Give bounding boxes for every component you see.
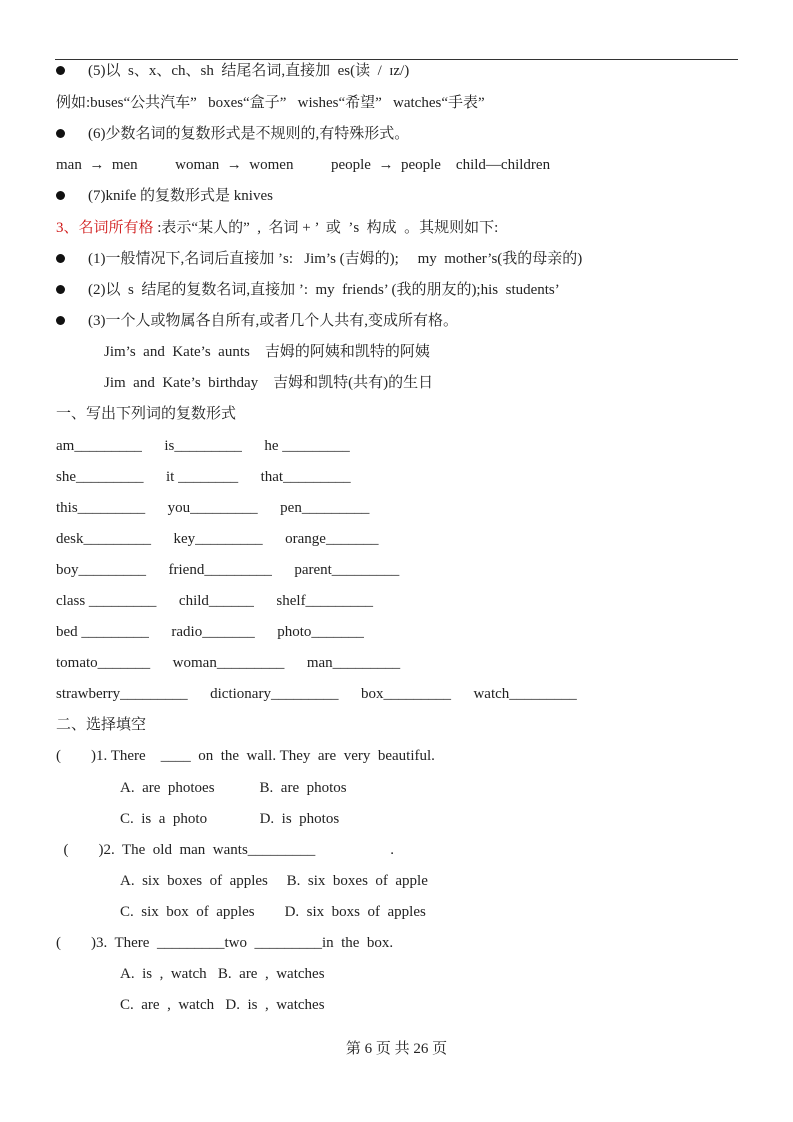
question-1-options: C. is a photo D. is photos xyxy=(120,811,340,827)
rule-5: (5)以 s、x、ch、sh 结尾名词,直接加 es(读 / ɪz/) xyxy=(88,63,410,79)
question-3: ( )3. There _________two _________in the box. xyxy=(56,935,394,951)
bullet-icon xyxy=(56,316,65,325)
rule-6: (6)少数名词的复数形式是不规则的,有特殊形式。 xyxy=(88,126,410,142)
possessive-example-1: Jim’s and Kate’s aunts 吉姆的阿姨和凯特的阿姨 xyxy=(104,344,430,360)
exercise1-row: strawberry_________ dictionary_________ box_________ watch_________ xyxy=(56,686,577,702)
exercise1-row: tomato_______ woman_________ man_________ xyxy=(56,655,401,671)
exercise1-row: this_________ you_________ pen_________ xyxy=(56,500,370,516)
exercise1-row: boy_________ friend_________ parent_________ xyxy=(56,562,400,578)
question-1: ( )1. There ____ on the wall. They are very beautiful. xyxy=(56,748,435,764)
possessive-1: (1)一般情况下,名词后直接加 ’s: Jim’s (吉姆的); my mother’s(我的母亲的) xyxy=(88,251,583,267)
section-3-text: :表示“某人的” , 名词 + ’ 或 ’s 构成 。其规则如下: xyxy=(157,220,499,236)
possessive-2: (2)以 s 结尾的复数名词,直接加 ’: my friends’ (我的朋友的);his students’ xyxy=(88,282,560,298)
exercise1-title: 一、写出下列词的复数形式 xyxy=(56,406,237,422)
question-3-options: A. is , watch B. are , watches xyxy=(120,966,325,982)
possessive-example-2: Jim and Kate’s birthday 吉姆和凯特(共有)的生日 xyxy=(104,375,434,391)
question-2-options: C. six box of apples D. six boxs of apples xyxy=(120,904,426,920)
bullet-icon xyxy=(56,66,65,75)
rule-7: (7)knife 的复数形式是 knives xyxy=(88,188,273,204)
rule-6-examples: man → men woman → women people → people child—children xyxy=(56,157,551,173)
header-rule xyxy=(55,59,738,60)
bullet-icon xyxy=(56,129,65,138)
exercise1-row: class _________ child______ shelf_________ xyxy=(56,593,374,609)
bullet-icon xyxy=(56,285,65,294)
page-footer: 第 6 页 共 26 页 xyxy=(345,1041,448,1057)
possessive-3: (3)一个人或物属各自所有,或者几个人共有,变成所有格。 xyxy=(88,313,458,329)
exercise1-row: am_________ is_________ he _________ xyxy=(56,438,350,454)
bullet-icon xyxy=(56,254,65,263)
section-3 xyxy=(56,218,498,238)
section-3-heading: 3、名词所有格 xyxy=(56,220,158,236)
bullet-icon xyxy=(56,191,65,200)
question-2-options: A. six boxes of apples B. six boxes of apple xyxy=(120,873,428,889)
exercise2-title: 二、选择填空 xyxy=(56,717,147,733)
exercise1-row: she_________ it ________ that_________ xyxy=(56,469,351,485)
rule-5-examples: 例如:buses“公共汽车” boxes“盒子” wishes“希望” watches“手表” xyxy=(56,95,485,111)
question-2: ( )2. The old man wants_________ . xyxy=(56,842,395,858)
exercise1-row: bed _________ radio_______ photo_______ xyxy=(56,624,364,640)
question-1-options: A. are photoes B. are photos xyxy=(120,780,347,796)
exercise1-row: desk_________ key_________ orange_______ xyxy=(56,531,379,547)
question-3-options: C. are , watch D. is , watches xyxy=(120,997,325,1013)
